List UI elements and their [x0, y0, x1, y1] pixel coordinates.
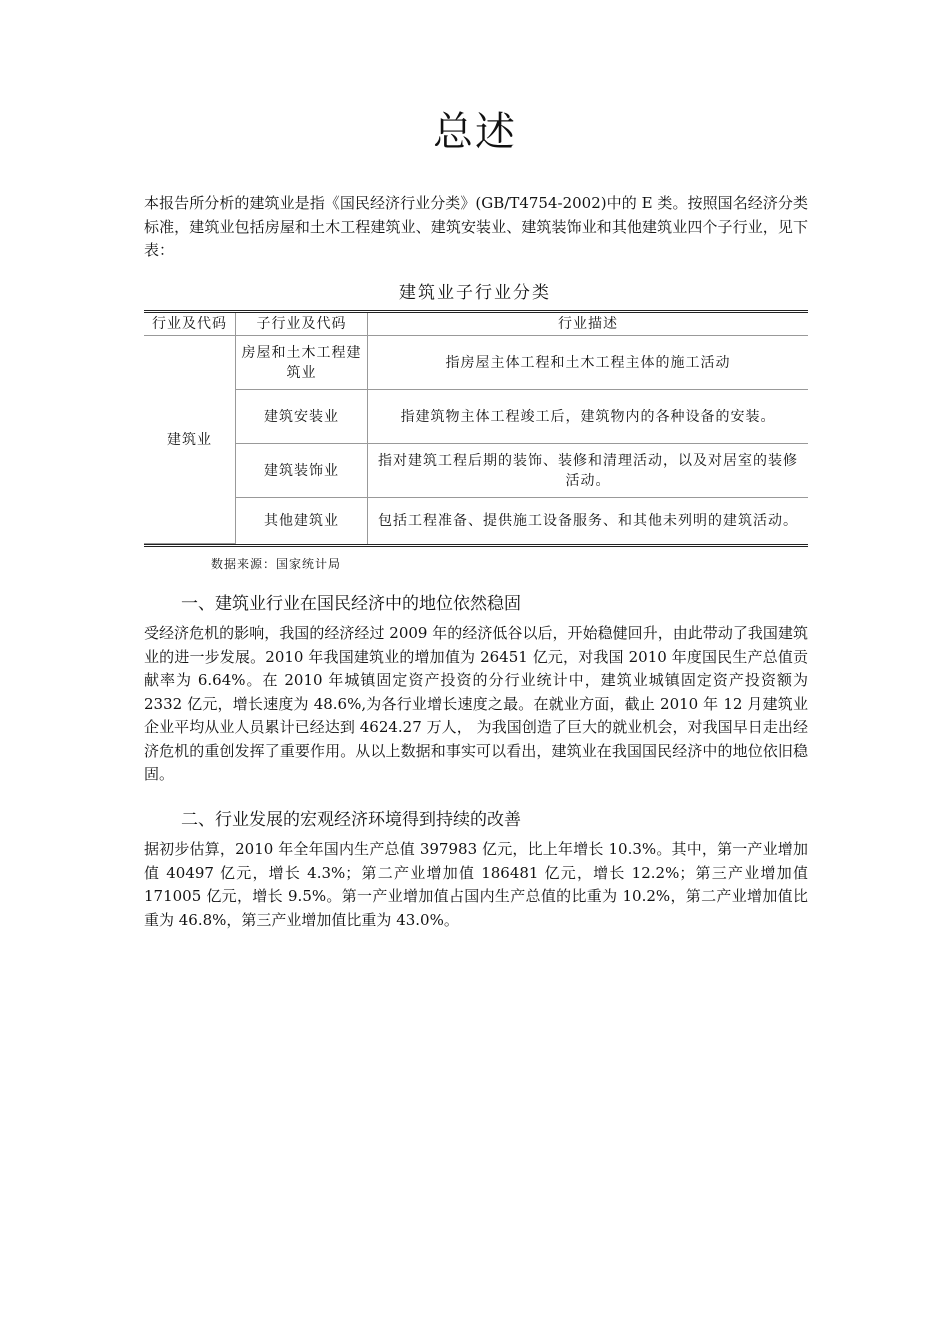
- section-1-heading: 一、建筑业行业在国民经济中的地位依然稳固: [181, 594, 521, 614]
- header-industry: 行业及代码: [144, 313, 236, 336]
- sub-industry-cell: 建筑安装业: [236, 390, 368, 444]
- description-cell: 包括工程准备、提供施工设备服务、和其他未列明的建筑活动。: [368, 498, 809, 544]
- table-header-row: [144, 313, 808, 336]
- table-caption: 建筑业子行业分类: [399, 283, 551, 303]
- table-row: [144, 444, 808, 498]
- page-title: 总述: [433, 109, 517, 155]
- sub-industry-cell: 房屋和土木工程建筑业: [236, 336, 368, 390]
- classification-table: [144, 310, 808, 547]
- section-2-heading: 二、行业发展的宏观经济环境得到持续的改善: [181, 810, 521, 830]
- header-sub-industry: 子行业及代码: [236, 313, 368, 336]
- description-cell: 指对建筑工程后期的装饰、装修和清理活动，以及对居室的装修活动。: [368, 444, 809, 498]
- data-source-note: 数据来源：国家统计局: [211, 557, 342, 571]
- section-2-paragraph: 据初步估算，2010 年全年国内生产总值 397983 亿元，比上年增长 10.3%。其中，第一产业增加值 40497 亿元，增长 4.3%；第二产业增加值 186481 亿元，增长 12.2%；第三产业增加值 171005 亿元，增长 9.5%。第一产业增加值占国内生产总值的比重为 10.2%，第二产业增加值比重为 46.8%，第三产业增加值比重为 43.0%。: [144, 840, 808, 929]
- header-description: 行业描述: [368, 313, 809, 336]
- intro-paragraph: 本报告所分析的建筑业是指《国民经济行业分类》(GB/T4754-2002)中的 E 类。按照国名经济分类标准，建筑业包括房屋和土木工程建筑业、建筑安装业、建筑装饰业和其他建筑业四个子行业，见下表：: [144, 194, 808, 259]
- table-row: [144, 498, 808, 544]
- description-cell: 指房屋主体工程和土木工程主体的施工活动: [368, 336, 809, 390]
- industry-cell: 建筑业: [144, 336, 236, 544]
- table-row: [144, 336, 808, 390]
- section-1-paragraph: 受经济危机的影响，我国的经济经过 2009 年的经济低谷以后，开始稳健回升，由此带动了我国建筑业的进一步发展。2010 年我国建筑业的增加值为 26451 亿元，对我国 2010 年度国民生产总值贡献率为 6.64%。在 2010 年城镇固定资产投资的分行业统计中，建筑业城镇固定资产投资额为 2332 亿元，增长速度为 48.6%,为各行业增长速度之最。在就业方面，截止 2010 年 12 月建筑业企业平均从业人员累计已经达到 4624.27 万人， 为我国创造了巨大的就业机会，对我国早日走出经济危机的重创发挥了重要作用。从以上数据和事实可以看出，建筑业在我国国民经济中的地位依旧稳固。: [144, 624, 808, 783]
- table-row: [144, 390, 808, 444]
- description-cell: 指建筑物主体工程竣工后，建筑物内的各种设备的安装。: [368, 390, 809, 444]
- sub-industry-cell: 其他建筑业: [236, 498, 368, 544]
- sub-industry-cell: 建筑装饰业: [236, 444, 368, 498]
